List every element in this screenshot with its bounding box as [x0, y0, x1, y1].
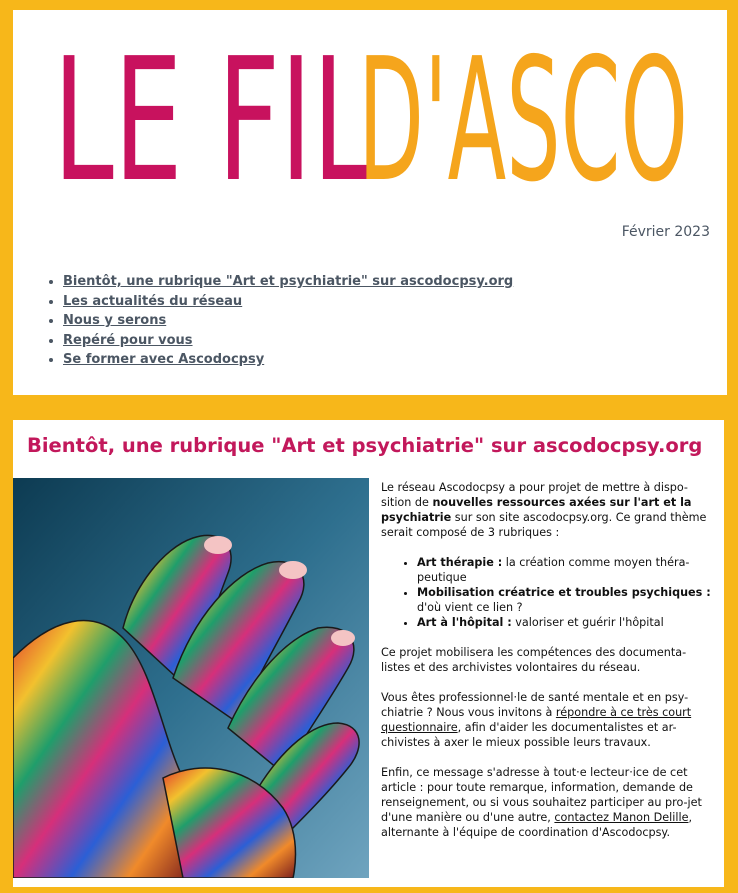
list-item: • Art à l'hôpital : valoriser et guérir l'hôpital [417, 615, 713, 630]
bottom-divider [13, 887, 724, 893]
title-part1: LE FIL [53, 22, 373, 194]
contact-link[interactable]: contactez Manon Delille [554, 811, 689, 824]
masthead-logo [13, 14, 727, 194]
issue-date: Février 2023 [621, 224, 710, 240]
toc-link-nous-y-serons[interactable]: Nous y serons [63, 313, 167, 328]
title-part2: D'ASCO [358, 22, 688, 194]
toc-item [63, 311, 513, 331]
toc-link-se-former[interactable]: Se former avec Ascodocpsy [63, 352, 265, 367]
questionnaire-link[interactable]: répondre à ce très court questionnaire [381, 706, 692, 734]
toc-item [63, 292, 513, 312]
article-paragraph: Vous êtes professionnel·le de santé mentale et en psy-chiatrie ? Nous vous invitons à répondre à ce très court questionnaire, afin d'aider les documentalistes et ar-chivistes à axer le mieux possible leurs travaux. [381, 691, 692, 749]
article-title: Bientôt, une rubrique "Art et psychiatrie" sur ascodocpsy.org [27, 434, 703, 457]
article-paragraph: Enfin, ce message s'adresse à tout·e lecteur·ice de cet article : pour toute remarque, information, demande de renseignement, ou si vous souhaitez participer au pro-jet d'une manière ou d'une autre, contactez Manon Delille, alternante à l'équipe de coordination d'Ascodocpsy. [381, 766, 702, 839]
table-of-contents [47, 272, 513, 370]
rubriques-list [381, 555, 713, 630]
painted-hand-image [13, 478, 369, 878]
article-body [381, 480, 713, 855]
toc-link-art-psychiatrie[interactable]: Bientôt, une rubrique "Art et psychiatrie" sur ascodocpsy.org [63, 274, 514, 289]
list-item: • Mobilisation créatrice et troubles psychiques : d'où vient ce lien ? [417, 585, 713, 615]
toc-item [63, 331, 513, 351]
toc-item [63, 272, 513, 292]
article-intro: Le réseau Ascodocpsy a pour projet de mettre à dispo-sition de nouvelles ressources axées sur l'art et la psychiatrie sur son site ascodocpsy.org. Ce grand thème serait composé de 3 rubriques : [381, 481, 707, 539]
toc-link-actualites[interactable]: Les actualités du réseau [63, 293, 243, 309]
list-item: • Art thérapie : la création comme moyen théra-peutique [417, 555, 713, 585]
toc-item [63, 350, 513, 370]
article-paragraph: Ce projet mobilisera les compétences des documenta-listes et des archivistes volontaires du réseau. [381, 646, 687, 674]
newsletter-masthead [13, 14, 727, 194]
toc-link-repere[interactable]: Repéré pour vous [63, 332, 193, 348]
